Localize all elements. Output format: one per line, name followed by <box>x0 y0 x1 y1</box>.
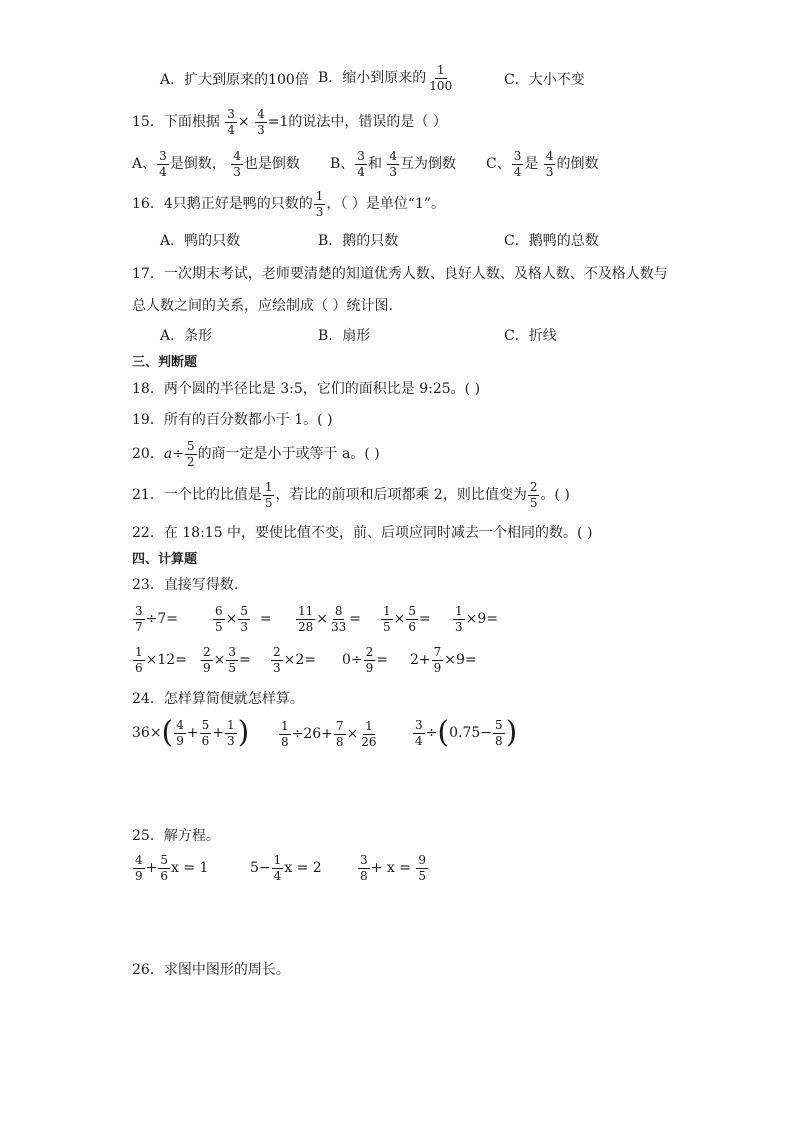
q16-stem: 16．4只鹅正好是鸭的只数的 $\frac{1}{3}$ ，（ ）是单位“1”。 <box>132 189 446 219</box>
q24-title: 24．怎样算简便就怎样算。 <box>132 691 304 707</box>
q15-stem: 15．下面根据 $\frac{3}{4}$ × $\frac{4}{3}$ =1的说法中，错误的是（ ） <box>132 107 447 137</box>
section-heading-calculation: 四、计算题 <box>132 552 198 567</box>
q24-expression-3: $\frac{3}{4}$ ÷(0.75− $\frac{5}{8}$ ) <box>415 715 518 750</box>
q21: 21．一个比的比值是 $\frac{1}{5}$ ，若比的前项和后项都乘 2，则比值变为 $\frac{2}{5}$ 。( ) <box>132 480 570 510</box>
q18: 18．两个圆的半径比是 3:5，它们的面积比是 9:25。( ) <box>132 381 481 397</box>
q23-item: $\frac{1}{6}$ ×12= <box>135 645 187 675</box>
q15-option-b: B、 $\frac{3}{4}$ 和 $\frac{4}{3}$ 互为倒数 <box>330 149 457 179</box>
fraction: $\frac{1}{100}$ <box>429 63 453 93</box>
q25-equation-1: $\frac{4}{9}$ + $\frac{5}{6}$ x = 1 <box>135 853 209 883</box>
q24-expression-2: $\frac{1}{8}$ ÷26+ $\frac{7}{8}$ × $\frac{1}{26}$ <box>281 719 377 749</box>
q16-option-c: C．鹅鸭的总数 <box>504 233 599 249</box>
q16-option-b: B．鹅的只数 <box>318 233 399 249</box>
q25-equation-3: $\frac{3}{8}$ + x = $\frac{9}{5}$ <box>360 853 426 883</box>
q23-item: $\frac{2}{9}$ × $\frac{3}{5}$ = <box>203 645 251 675</box>
q23-item: $\frac{3}{7}$ ÷7= <box>135 604 179 634</box>
q17-stem-line1: 17．一次期末考试，老师要清楚的知道优秀人数、良好人数、及格人数、不及格人数与 <box>132 266 668 282</box>
q17-option-a: A．条形 <box>160 328 213 344</box>
q25-title: 25．解方程。 <box>132 828 220 844</box>
q14-option-b: B．缩小到原来的 $\frac{1}{100}$ <box>318 63 453 93</box>
q25-equation-2: 5− $\frac{1}{4}$ x = 2 <box>250 853 322 883</box>
q14-option-c: C．大小不变 <box>504 72 585 88</box>
q17-stem-line2: 总人数之间的关系，应绘制成（ ）统计图. <box>132 298 393 314</box>
q24-expression-1: 36×( $\frac{4}{9}$ + $\frac{5}{6}$ + $\frac{1}{3}$ ) <box>132 715 250 750</box>
q23-item: $\frac{1}{3}$ ×9= <box>455 604 499 634</box>
section-heading-judgement: 三、判断题 <box>132 355 198 370</box>
q14-option-a: A．扩大到原来的100倍 <box>160 72 309 88</box>
q22: 22．在 18:15 中，要使比值不变，前、后项应同时减去一个相同的数。( ) <box>132 525 593 541</box>
q17-option-c: C．折线 <box>504 328 557 344</box>
q23-item: 0÷ $\frac{2}{9}$ = <box>342 645 389 675</box>
q16-option-a: A．鸭的只数 <box>160 233 241 249</box>
q23-item: $\frac{11}{28}$ × $\frac{8}{33}$ = <box>298 604 362 634</box>
q23-item: $\frac{6}{5}$ × $\frac{5}{3}$ = <box>215 604 272 634</box>
q23-item: 2+ $\frac{7}{9}$ ×9= <box>410 645 477 675</box>
q20: 20．a÷ $\frac{5}{2}$ 的商一定是小于或等于 a。( ) <box>132 439 380 469</box>
q15-option-c: C、 $\frac{3}{4}$ 是 $\frac{4}{3}$ 的倒数 <box>486 149 599 179</box>
q17-option-b: B．扇形 <box>318 328 371 344</box>
q15-option-a: A、 $\frac{3}{4}$ 是倒数， $\frac{4}{3}$ 也是倒数 <box>132 149 300 179</box>
q23-item: $\frac{2}{3}$ ×2= <box>273 645 317 675</box>
q23-item: $\frac{1}{5}$ × $\frac{5}{6}$ = <box>383 604 431 634</box>
q26: 26．求图中图形的周长。 <box>132 962 290 978</box>
q19: 19．所有的百分数都小于 1。( ) <box>132 412 333 428</box>
q23-title: 23．直接写得数. <box>132 577 239 593</box>
